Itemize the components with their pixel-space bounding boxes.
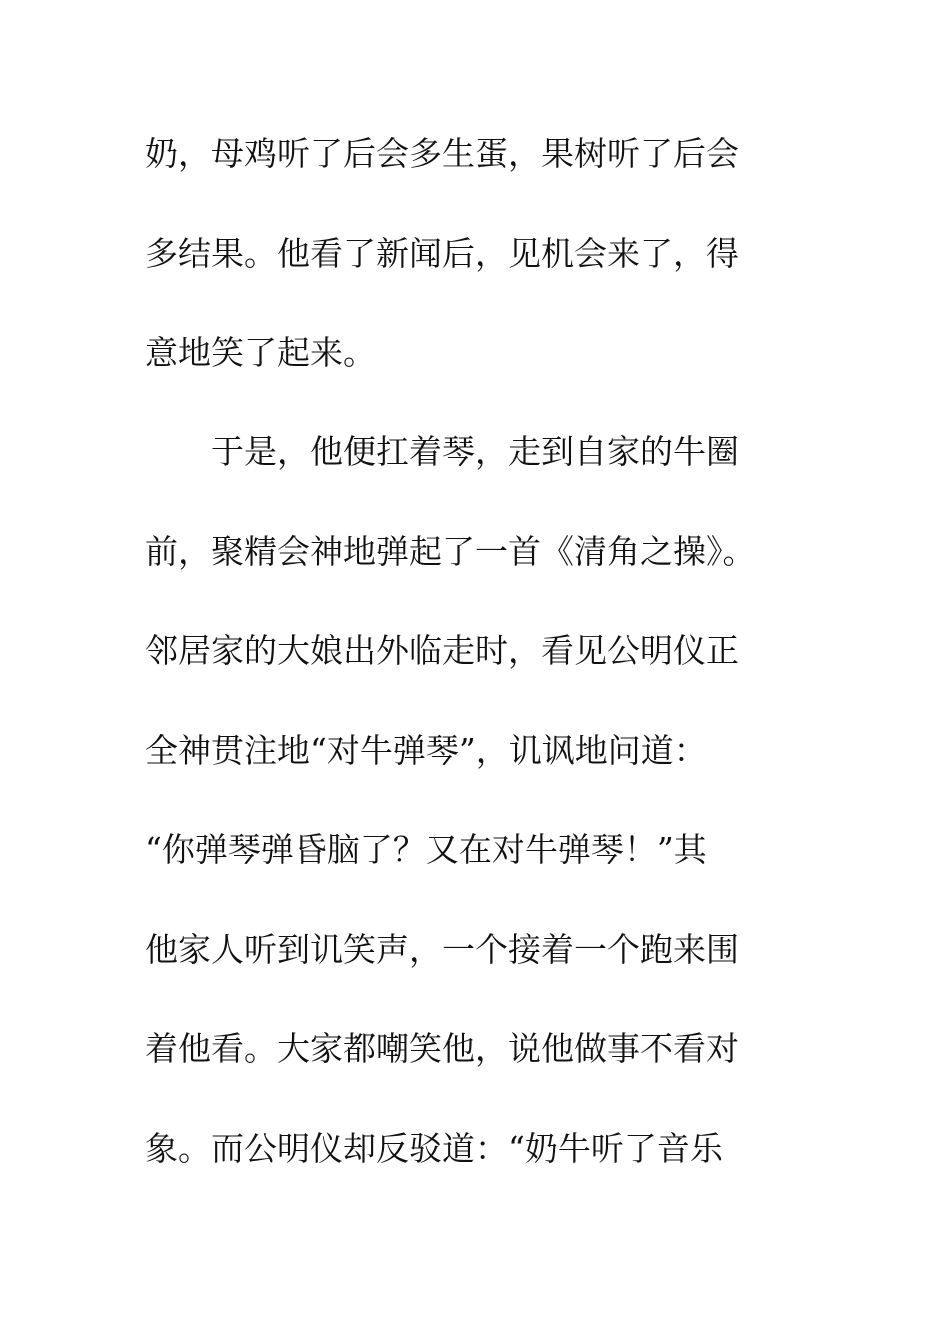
text-line: 他家人听到讥笑声，一个接着一个跑来围 — [145, 930, 739, 969]
text-line: 前，聚精会神地弹起了一首《清角之操》。 — [145, 532, 756, 571]
text-line: 多结果。他看了新闻后，见机会来了，得 — [145, 234, 739, 273]
text-line: 于是，他便扛着琴，走到自家的牛圈 — [145, 432, 739, 471]
text-line: “你弹琴弹昏脑了？又在对牛弹琴！”其 — [145, 830, 707, 869]
text-line: 邻居家的大娘出外临走时，看见公明仪正 — [145, 631, 739, 670]
text-line: 象。而公明仪却反驳道：“奶牛听了音乐 — [145, 1129, 723, 1168]
text-line: 全神贯注地“对牛弹琴”，讥讽地问道： — [145, 731, 707, 770]
text-line: 奶，母鸡听了后会多生蛋，果树听了后会 — [145, 134, 739, 173]
text-line: 意地笑了起来。 — [145, 333, 376, 372]
text-line: 着他看。大家都嘲笑他，说他做事不看对 — [145, 1029, 739, 1068]
